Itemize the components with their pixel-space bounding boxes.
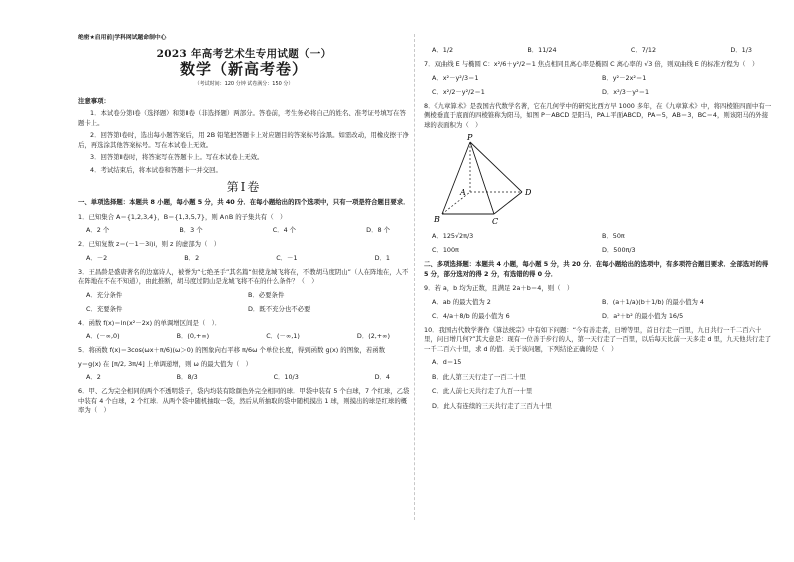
note-item: 2．回答第Ⅰ卷时，选出每小题答案后，用 2B 铅笔把答题卡上对应题目的答案标号涂黑。如需改动，用橡皮擦干净后，再选涂其他答案标号。写在本试卷上无效。 <box>78 131 409 149</box>
option-d: D．8 个 <box>366 226 390 234</box>
option-a: A．(－∞,0) <box>86 332 120 340</box>
pyramid-figure <box>424 134 772 226</box>
question-3: 3．王昌龄是盛唐著名的边塞诗人，被誉为“七绝圣手”其名篇“但使龙城飞将在，不教胡马度阴山”（人在阵地在，人不在阵地在不在不知道），由此推断，胡马度过阴山是龙城飞将不在的什么条件？（ ） <box>78 267 409 285</box>
option-a: A．2 个 <box>86 226 110 234</box>
option-d: D．1 <box>374 253 390 262</box>
option-b: B．11/24 <box>527 46 557 54</box>
option-b: B．必要条件 <box>248 290 285 299</box>
option-d: D．500π/3 <box>602 246 636 254</box>
option-d: D．此人有连续的三天共行走了三百九十里 <box>432 401 552 410</box>
option-d: D．4 <box>374 373 390 381</box>
question-7-options <box>424 74 772 97</box>
option-c: C．7/12 <box>630 46 657 54</box>
option-b: B．此人第三天行走了一百二十里 <box>432 372 526 381</box>
option-d: D．(2,+∞) <box>356 332 390 340</box>
option-b: B．3 个 <box>179 226 203 234</box>
option-a: A．－2 <box>86 253 108 262</box>
column-divider <box>414 34 415 520</box>
question-8: 8．《九章算术》是我国古代数学名著，它在几何学中的研究比西方早 1000 多年，在《九章算术》中，将四棱锥四面中有一侧棱垂直于底面的四棱锥称为阳马，如图 P－ABCD 是阳马，PA⊥平面ABCD，PA＝5，AB＝3，BC＝4，则该阳马的外接球的表面积为（ ） <box>424 101 772 129</box>
option-b: B．(a＋1/a)(b＋1/b) 的最小值为 4 <box>602 297 704 306</box>
option-a: A．ab 的最大值为 2 <box>432 297 491 306</box>
left-column <box>78 34 410 414</box>
option-d: D．1/3 <box>730 46 752 54</box>
vertex-label-c: C <box>492 217 499 226</box>
option-d: D．a²＋b² 的最小值为 16/5 <box>602 311 684 320</box>
question-8-options <box>424 232 772 255</box>
question-3-options <box>78 291 410 314</box>
option-c: C．(－∞,1) <box>266 332 300 340</box>
question-1-options <box>78 226 410 235</box>
option-c: C．10/3 <box>273 373 299 381</box>
option-d: D．既不充分也不必要 <box>248 304 311 313</box>
option-a: A．2 <box>86 373 101 381</box>
question-9: 9．若 a，b 均为正数，且满足 2a＋b＝4，则（ ） <box>424 284 574 292</box>
option-b: B．y²－2x²＝1 <box>602 73 647 82</box>
option-c: C．x²/2－y²/2＝1 <box>432 87 485 96</box>
section-1-heading: 一、单项选择题：本题共 8 小题，每小题 5 分，共 40 分．在每小题给出的四个选项中，只有一项是符合题目要求． <box>78 198 410 206</box>
vertex-label-d: D <box>525 188 532 197</box>
option-a: A．d＝15 <box>432 358 462 366</box>
question-5-line-2: y＝g(x) 在 [π/2, 3π/4] 上单调递增，则 ω 的最大值为（ ） <box>78 359 253 368</box>
right-column <box>424 34 772 416</box>
option-a: A．x²－y²/3＝1 <box>432 73 479 82</box>
question-9-options <box>424 298 772 321</box>
edge-pd <box>470 142 522 192</box>
option-c: C．4 个 <box>272 226 297 234</box>
option-c: C．充要条件 <box>86 304 123 313</box>
section-2-heading: 二、多项选择题：本题共 4 小题，每小题 5 分，共 20 分．在每小题给出的选项中，有多项符合题目要求．全部选对的得 5 分，部分选对的得 2 分，有选错的得 0 分． <box>424 260 769 278</box>
question-2-options <box>78 254 410 263</box>
vertex-label-p: P <box>467 133 473 142</box>
option-c: C．100π <box>432 246 459 254</box>
question-5-line-1: 5．将函数 f(x)＝3cos(ωx＋π/6)(ω＞0) 的图象向右平移 π/6ω 个单位长度，得到函数 g(x) 的图象，若函数 <box>78 346 386 354</box>
edge-pc <box>470 142 494 214</box>
option-d: D．x²/3－y²＝1 <box>602 87 650 96</box>
option-a: A．充分条件 <box>86 290 123 299</box>
question-2: 2．已知复数 z＝(－1－3i)i，则 z 的虚部为（ ） <box>78 240 221 248</box>
option-a: A．1/2 <box>432 46 454 54</box>
note-item: 3．回答第Ⅱ卷时，将答案写在答题卡上。写在本试卷上无效。 <box>90 153 264 161</box>
question-6-options <box>424 46 772 55</box>
question-5-options <box>78 373 410 382</box>
pyramid-diagram <box>430 134 550 226</box>
option-b: B．50π <box>602 232 625 240</box>
option-b: B．8/3 <box>176 373 198 381</box>
exam-subject: 数学（新高考卷） <box>179 60 308 78</box>
notes-title: 注意事项： <box>78 97 110 105</box>
vertex-label-a: A <box>460 188 466 197</box>
edge-cd <box>494 192 522 214</box>
option-c: C．此人前七天共行走了九百一十里 <box>432 387 533 395</box>
question-1: 1．已知集合 A＝{1,2,3,4}，B＝{1,3,5,7}，则 A∩B 的子集共有（ ） <box>78 212 287 221</box>
question-10: 10．我国古代数学著作《算法统宗》中有如下问题：“今有善走者，日增等里，首日行走一百里，九日共行一千二百六十里，问日增几何?”其大意是：现有一位善于步行的人，第一天行走了一百里，以后每天比前一天多走 d 里，九天他共行走了一千二百六十里，求 d 的值．关于该问题，下列结论正确的是（ ） <box>424 325 772 353</box>
exam-meta: （考试时间：120 分钟 试卷满分：150 分） <box>194 81 294 87</box>
exam-title: 2023 年高考艺术生专用试题（一） <box>156 48 332 60</box>
header-note: 绝密★启用前|学科网试题命制中心 <box>78 35 167 41</box>
question-4: 4．函数 f(x)＝ln(x²－2x) 的单调增区间是（ ）． <box>78 318 222 327</box>
note-item: 4．考试结束后，将本试卷和答题卡一并交回。 <box>90 165 222 174</box>
question-4-options <box>78 332 410 341</box>
option-b: B．2 <box>184 253 200 262</box>
question-6: 6．甲、乙为完全相同的两个不透明袋子，袋内均装有除颜色外完全相同的球．甲袋中装有 5 个白球，7 个红球，乙袋中装有 4 个白球，2 个红球．从两个袋中随机抽取一袋，然后从所抽取的袋中随机摸出 1 球，则摸出的球是红球的概率为（ ） <box>78 387 410 414</box>
option-c: C．4/a＋8/b 的最小值为 6 <box>432 311 510 320</box>
volume-title: 第Ⅰ卷 <box>226 180 262 194</box>
option-c: C．－1 <box>276 253 298 262</box>
vertex-label-b: B <box>434 215 440 224</box>
note-item: 1．本试卷分第Ⅰ卷（选择题）和第Ⅱ卷（非选择题）两部分。答卷前，考生务必将自己的姓名、准考证号填写在答题卡上。 <box>78 109 406 127</box>
option-a: A．125√2π/3 <box>432 232 474 240</box>
question-7: 7．双曲线 E 与椭圆 C：x²/6＋y²/2＝1 焦点相同且离心率是椭圆 C 离心率的 √3 倍，则双曲线 E 的标准方程为（ ） <box>424 60 759 68</box>
option-b: B．(0,+∞) <box>176 332 210 340</box>
